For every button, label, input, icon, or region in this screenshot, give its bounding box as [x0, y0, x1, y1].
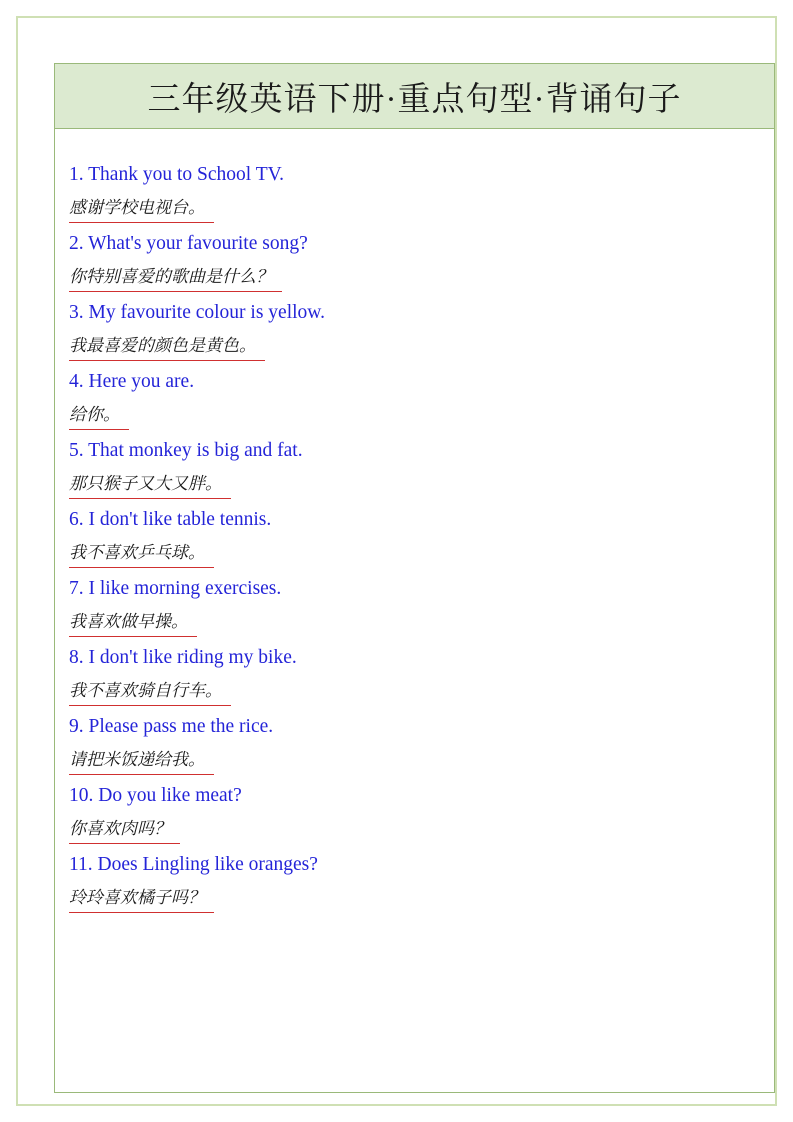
chinese-translation: 那只猴子又大又胖。 — [69, 471, 231, 499]
list-item — [67, 228, 774, 295]
english-sentence: 11. Does Lingling like oranges? — [69, 854, 318, 875]
chinese-translation-row — [67, 812, 774, 847]
list-item — [67, 297, 774, 364]
chinese-translation-row — [67, 605, 774, 640]
list-item — [67, 780, 774, 847]
list-item — [67, 159, 774, 226]
sentence-list — [55, 129, 774, 916]
list-item — [67, 642, 774, 709]
chinese-translation: 你特别喜爱的歌曲是什么？ — [69, 264, 282, 292]
english-sentence: 10. Do you like meat? — [69, 785, 242, 806]
page-title: 三年级英语下册·重点句型·背诵句子 — [147, 81, 682, 118]
chinese-translation: 我不喜欢骑自行车。 — [69, 678, 231, 706]
chinese-translation: 感谢学校电视台。 — [69, 195, 214, 223]
english-sentence: 6. I don't like table tennis. — [69, 509, 272, 530]
english-sentence: 5. That monkey is big and fat. — [69, 440, 303, 461]
chinese-translation-row — [67, 191, 774, 226]
english-sentence: 4. Here you are. — [69, 371, 195, 392]
chinese-translation-row — [67, 743, 774, 778]
chinese-translation: 我喜欢做早操。 — [69, 609, 197, 637]
list-item — [67, 366, 774, 433]
english-sentence: 3. My favourite colour is yellow. — [69, 302, 325, 323]
list-item — [67, 435, 774, 502]
title-banner — [55, 64, 774, 129]
english-sentence: 9. Please pass me the rice. — [69, 716, 274, 737]
list-item — [67, 573, 774, 640]
chinese-translation: 请把米饭递给我。 — [69, 747, 214, 775]
chinese-translation: 你喜欢肉吗？ — [69, 816, 180, 844]
chinese-translation-row — [67, 674, 774, 709]
chinese-translation-row — [67, 467, 774, 502]
list-item — [67, 711, 774, 778]
chinese-translation-row — [67, 260, 774, 295]
chinese-translation-row — [67, 536, 774, 571]
english-sentence: 8. I don't like riding my bike. — [69, 647, 297, 668]
worksheet — [54, 63, 775, 1093]
english-sentence: 1. Thank you to School TV. — [69, 164, 285, 185]
chinese-translation: 我不喜欢乒乓球。 — [69, 540, 214, 568]
list-item — [67, 849, 774, 916]
page-border — [16, 16, 777, 1106]
chinese-translation: 玲玲喜欢橘子吗？ — [69, 885, 214, 913]
chinese-translation-row — [67, 881, 774, 916]
list-item — [67, 504, 774, 571]
english-sentence: 7. I like morning exercises. — [69, 578, 282, 599]
chinese-translation-row — [67, 329, 774, 364]
chinese-translation-row — [67, 398, 774, 433]
english-sentence: 2. What's your favourite song? — [69, 233, 308, 254]
chinese-translation: 我最喜爱的颜色是黄色。 — [69, 333, 265, 361]
chinese-translation: 给你。 — [69, 402, 129, 430]
